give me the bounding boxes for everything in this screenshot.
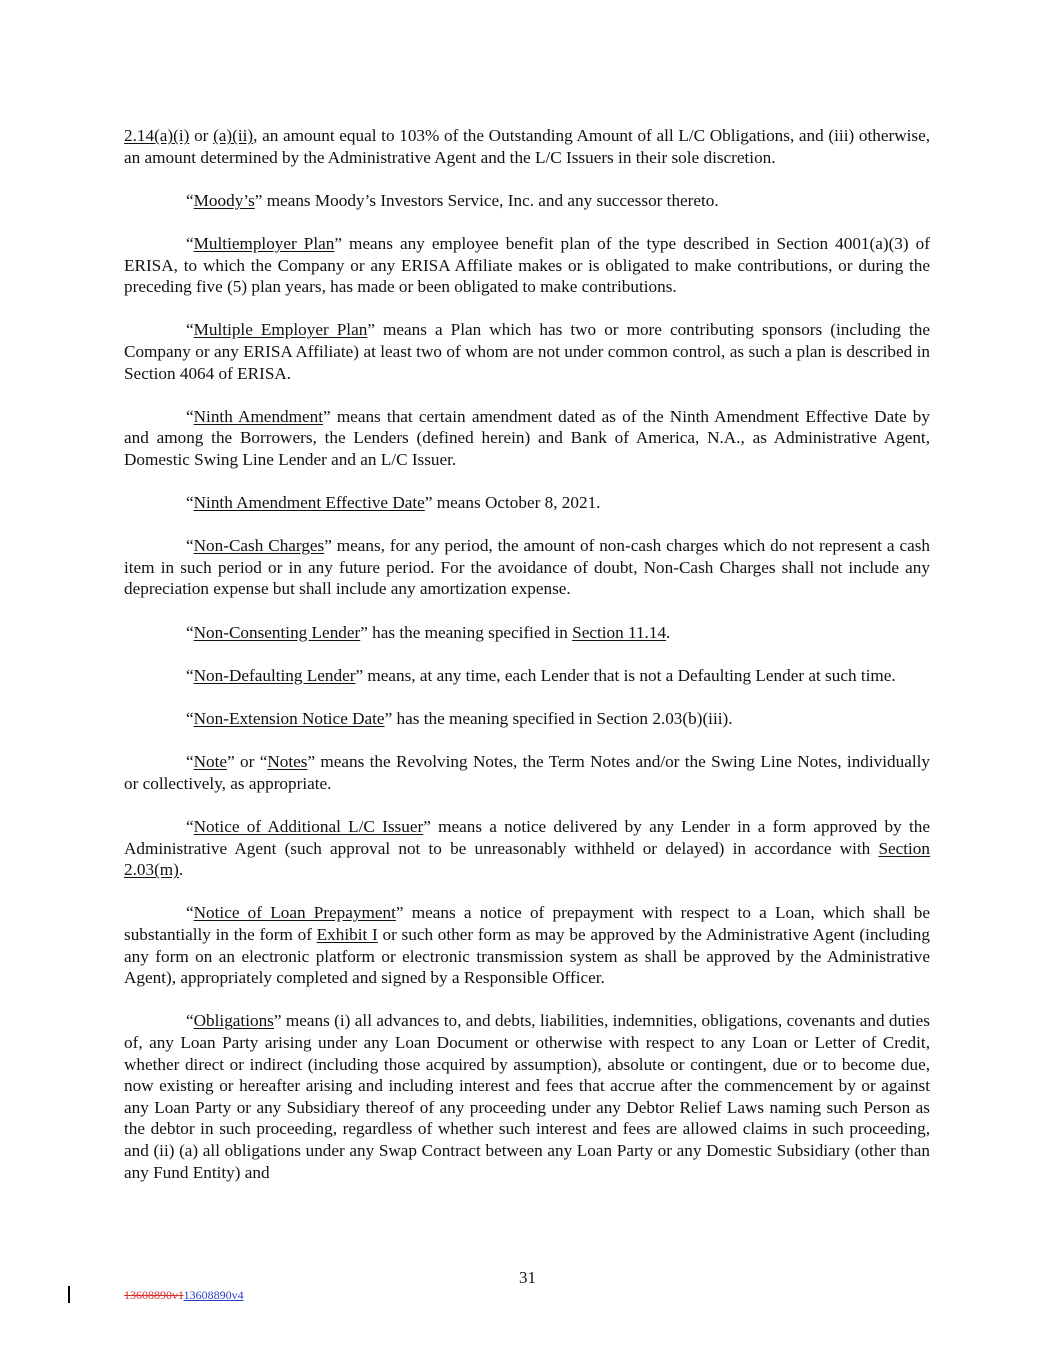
definition-non-consenting-lender: “Non-Consenting Lender” has the meaning specified in Section 11.14.: [186, 622, 671, 642]
section-reference: Section 2.03(m): [124, 838, 930, 880]
document-id-deleted: 13608890v1: [124, 1288, 184, 1302]
defined-term: Notice of Loan Prepayment: [193, 903, 396, 923]
definition-notice-of-loan-prepayment: “Notice of Loan Prepayment” means a notice of prepayment with respect to a Loan, which shall be substantially in the form of Exhibit I or such other form as may be approved by the Administrative Agent (including any form on an electronic platform or electronic transmission system as shall be approved by the Administrative Agent), appropriately completed and signed by a Responsible Officer.: [124, 903, 930, 988]
page-number: 31: [519, 1268, 536, 1287]
document-body: [124, 125, 930, 1183]
definition-notice-of-additional-lc-issuer: “Notice of Additional L/C Issuer” means a notice delivered by any Lender in a form approved by the Administrative Agent (such approval not to be unreasonably withheld or delayed) in accordance with Section 2.03(m).: [124, 817, 930, 880]
definition-paragraph-continued: 2.14(a)(i) or (a)(ii), an amount equal to 103% of the Outstanding Amount of all L/C Obligations, and (iii) otherwise, an amount determined by the Administrative Agent and the L/C Issuers in their sole discretion.: [124, 126, 930, 167]
document-id: [124, 1288, 244, 1302]
defined-term: Non-Cash Charges: [193, 536, 325, 556]
definition-non-cash-charges: “Non-Cash Charges” means, for any period, the amount of non-cash charges which do not represent a cash item in such period or in any future period. For the avoidance of doubt, Non-Cash Charges shall not include any depreciation expense but shall include any amortization expense.: [124, 536, 930, 599]
section-reference: 2.14(a)(i): [124, 126, 190, 145]
defined-term: Notes: [267, 752, 308, 772]
definition-note: “Note” or “Notes” means the Revolving Notes, the Term Notes and/or the Swing Line Notes, individually or collectively, as appropriate.: [124, 752, 930, 793]
section-reference: Section 11.14: [572, 622, 667, 642]
defined-term: Notice of Additional L/C Issuer: [193, 817, 424, 836]
defined-term: Note: [193, 752, 228, 772]
defined-term: Obligations: [193, 1011, 274, 1031]
document-id-inserted: 13608890v4: [183, 1288, 244, 1302]
definition-obligations: “Obligations” means (i) all advances to, and debts, liabilities, indemnities, obligations, covenants and duties of, any Loan Party arising under any Loan Document or otherwise with respect to any Loan or Letter of Credit, whether direct or indirect (including those acquired by assumption), absolute or contingent, due or to become due, now existing or hereafter arising and including interest and fees that accrue after the commencement by or against any Loan Party or any Subsidiary thereof of any proceeding under any Debtor Relief Laws naming such Person as the debtor in such proceeding, regardless of whether such interest and fees are allowed claims in such proceeding, and (ii) (a) all obligations under any Swap Contract between any Loan Party or any Domestic Subsidiary (other than any Fund Entity) and: [124, 1011, 930, 1182]
change-bar: [68, 1286, 70, 1303]
defined-term: Non-Extension Notice Date: [193, 709, 385, 729]
defined-term: Moody’s: [193, 190, 255, 210]
section-reference: (a)(ii): [213, 126, 254, 145]
definition-multiemployer-plan: “Multiemployer Plan” means any employee benefit plan of the type described in Section 4001(a)(3) of ERISA, to which the Company or any ERISA Affiliate makes or is obligated to make contributions, or during the preceding five (5) plan years, has made or been obligated to make contributions.: [124, 233, 930, 297]
definition-non-extension-notice-date: “Non-Extension Notice Date” has the meaning specified in Section 2.03(b)(iii).: [186, 709, 733, 729]
defined-term: Ninth Amendment Effective Date: [193, 493, 425, 513]
definition-multiple-employer-plan: “Multiple Employer Plan” means a Plan which has two or more contributing sponsors (including the Company or any ERISA Affiliate) at least two of whom are not under common control, as such a plan is described in Section 4064 of ERISA.: [124, 320, 930, 383]
defined-term: Non-Defaulting Lender: [193, 665, 356, 685]
definition-ninth-amendment: “Ninth Amendment” means that certain amendment dated as of the Ninth Amendment Effective Date by and among the Borrowers, the Lenders (defined herein) and Bank of America, N.A., as Administrative Agent, Domestic Swing Line Lender and an L/C Issuer.: [124, 406, 930, 469]
defined-term: Non-Consenting Lender: [193, 622, 361, 642]
defined-term: Multiemployer Plan: [193, 233, 335, 253]
defined-term: Multiple Employer Plan: [193, 320, 368, 340]
exhibit-reference: Exhibit I: [316, 924, 378, 944]
definition-non-defaulting-lender: “Non-Defaulting Lender” means, at any time, each Lender that is not a Defaulting Lender at such time.: [186, 665, 896, 685]
definition-moodys: “Moody’s” means Moody’s Investors Service, Inc. and any successor thereto.: [186, 190, 719, 210]
definition-ninth-amendment-effective-date: “Ninth Amendment Effective Date” means October 8, 2021.: [186, 493, 601, 513]
defined-term: Ninth Amendment: [193, 406, 323, 426]
